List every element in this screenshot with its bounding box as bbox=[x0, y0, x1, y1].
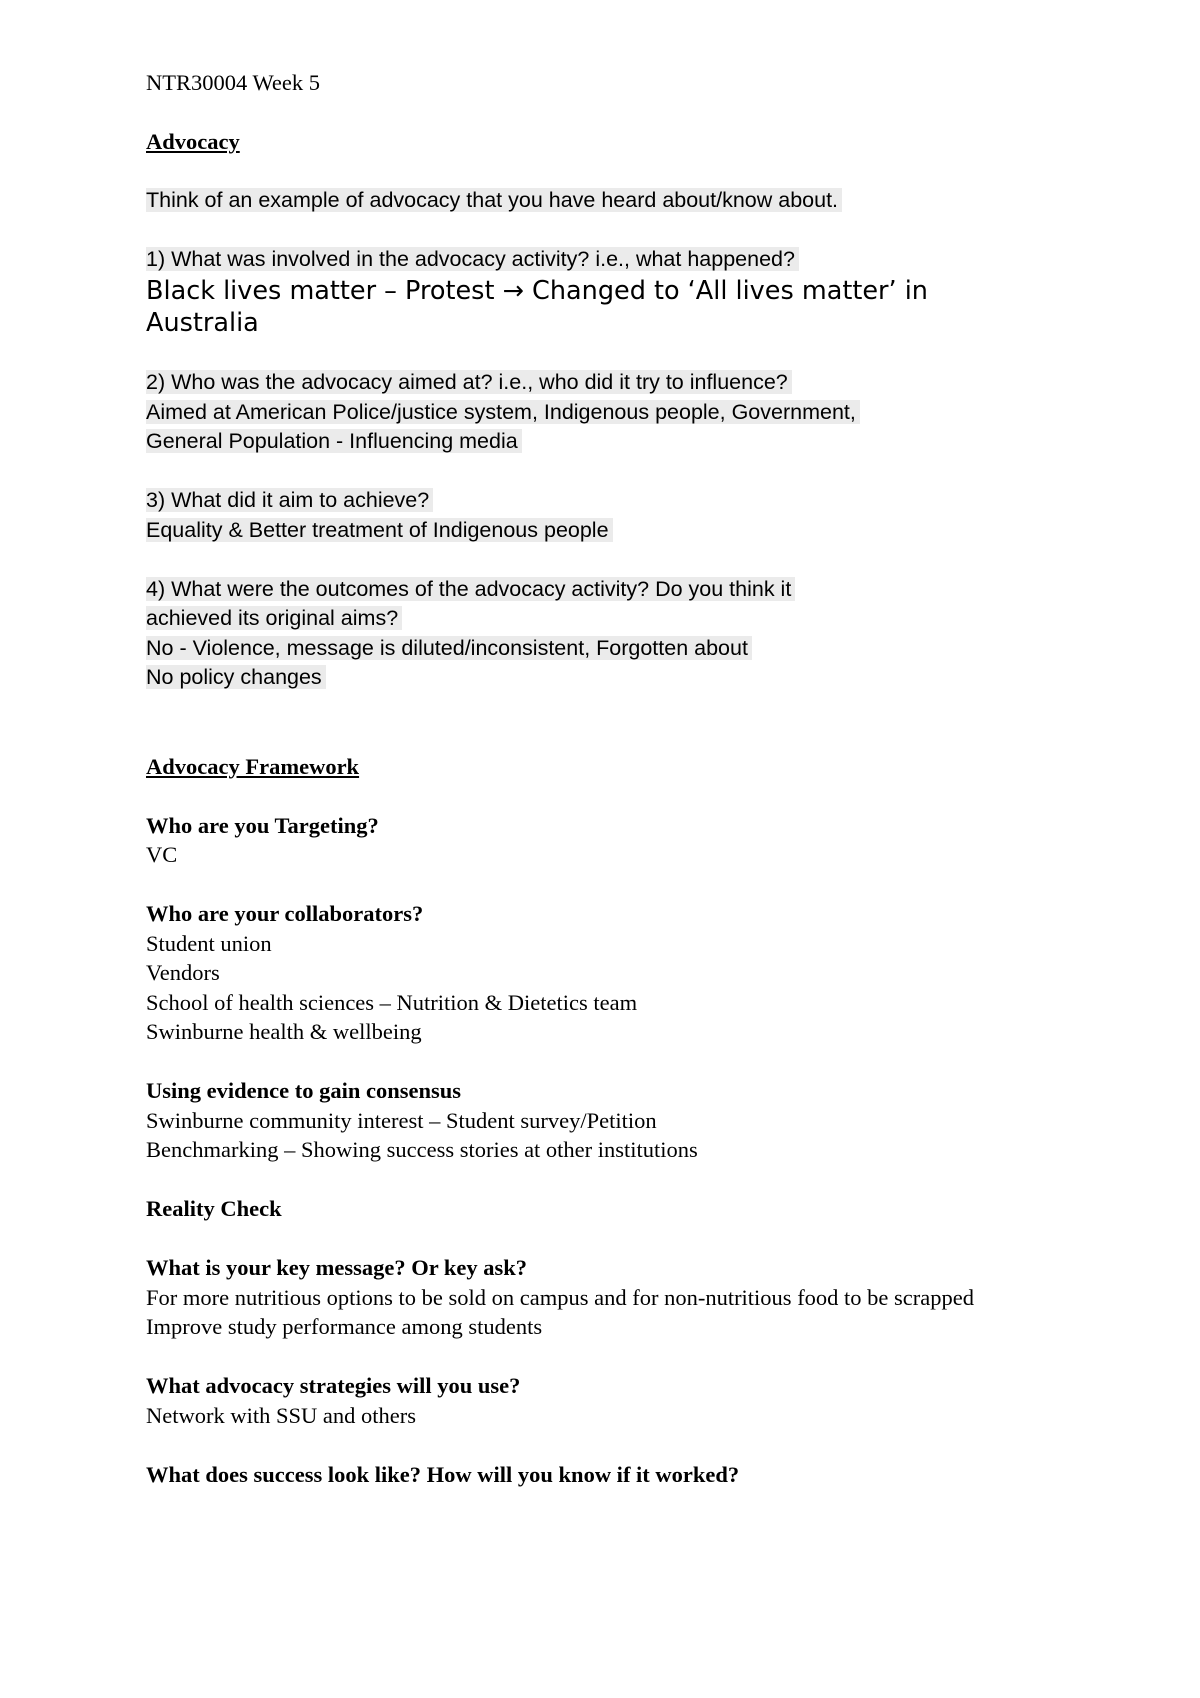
document-header: NTR30004 Week 5 bbox=[146, 70, 321, 95]
collaborator-item: Swinburne health & wellbeing bbox=[146, 1019, 422, 1044]
evidence-label: Using evidence to gain consensus bbox=[146, 1078, 462, 1103]
prompt-text: Think of an example of advocacy that you have heard about/know about. bbox=[146, 188, 842, 212]
answer-2-line-1: Aimed at American Police/justice system, Indigenous people, Government, bbox=[146, 400, 860, 424]
answer-3: Equality & Better treatment of Indigenous people bbox=[146, 518, 613, 542]
collaborator-item: School of health sciences – Nutrition & Dietetics team bbox=[146, 989, 638, 1015]
key-message-label: What is your key message? Or key ask? bbox=[146, 1255, 528, 1280]
section-title-advocacy: Advocacy bbox=[146, 129, 240, 154]
arrow-right-icon: → bbox=[502, 275, 524, 306]
collaborator-item: Student union bbox=[146, 930, 272, 956]
targeting-value: VC bbox=[146, 842, 178, 867]
question-2: 2) Who was the advocacy aimed at? i.e., who did it try to influence? bbox=[146, 370, 792, 394]
answer-1: Black lives matter – Protest → Changed to ‘All lives matter’ in Australia bbox=[146, 275, 928, 338]
question-3: 3) What did it aim to achieve? bbox=[146, 488, 433, 512]
question-4-line-1: 4) What were the outcomes of the advocacy activity? Do you think it bbox=[146, 577, 795, 601]
question-1: 1) What was involved in the advocacy activity? i.e., what happened? bbox=[146, 247, 799, 271]
answer-4-line-1: No - Violence, message is diluted/inconsistent, Forgotten about bbox=[146, 636, 752, 660]
collaborators-label: Who are your collaborators? bbox=[146, 901, 424, 926]
answer-4-line-2: No policy changes bbox=[146, 665, 326, 689]
key-message-item: For more nutritious options to be sold on campus and for non-nutritious food to be scrapped bbox=[146, 1284, 975, 1310]
reality-check-label: Reality Check bbox=[146, 1196, 282, 1221]
strategies-value: Network with SSU and others bbox=[146, 1402, 416, 1428]
question-4-line-2: achieved its original aims? bbox=[146, 606, 402, 630]
document-body bbox=[146, 68, 1146, 1489]
evidence-item: Benchmarking – Showing success stories at other institutions bbox=[146, 1137, 698, 1162]
section-title-framework: Advocacy Framework bbox=[146, 753, 360, 779]
strategies-label: What advocacy strategies will you use? bbox=[146, 1373, 521, 1398]
success-label: What does success look like? How will you know if it worked? bbox=[146, 1461, 740, 1487]
collaborator-item: Vendors bbox=[146, 960, 220, 985]
answer-2-line-2: General Population - Influencing media bbox=[146, 429, 522, 453]
evidence-item: Swinburne community interest – Student survey/Petition bbox=[146, 1107, 657, 1133]
key-message-item: Improve study performance among students bbox=[146, 1314, 543, 1339]
targeting-label: Who are you Targeting? bbox=[146, 812, 379, 838]
